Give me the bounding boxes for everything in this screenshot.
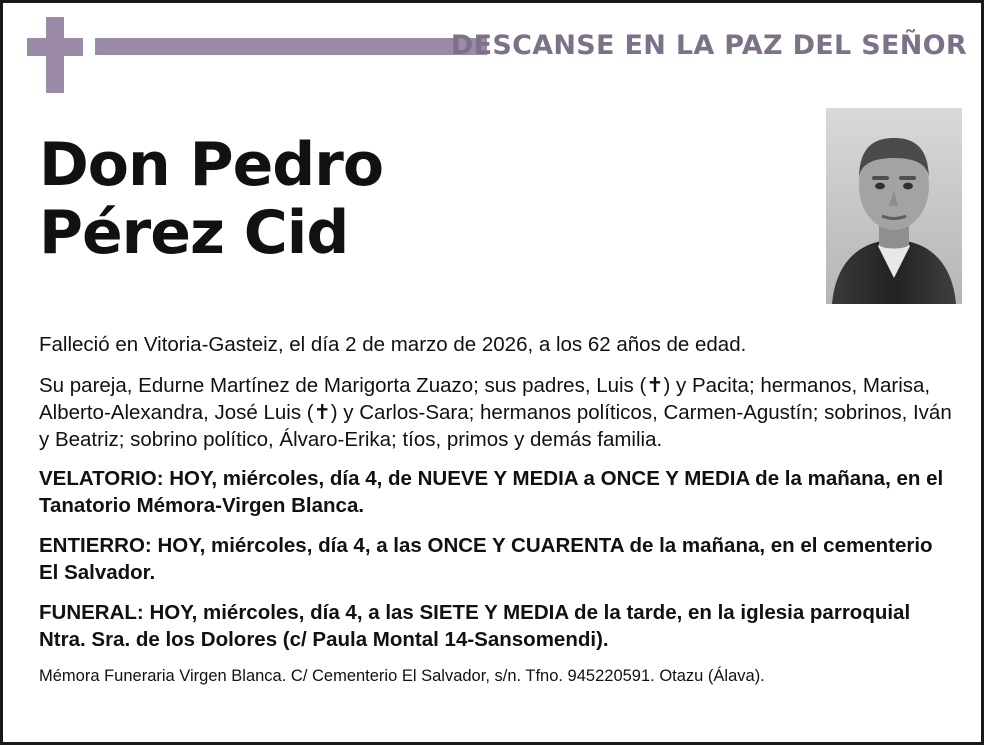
header-title: DESCANSE EN LA PAZ DEL SEÑOR (450, 30, 967, 61)
portrait-photo (826, 108, 962, 304)
obituary-body (39, 331, 955, 687)
header-rule (95, 38, 487, 55)
death-notice-text: Falleció en Vitoria-Gasteiz, el día 2 de marzo de 2026, a los 62 años de edad. (39, 333, 747, 356)
funeral-text: FUNERAL: HOY, miércoles, día 4, a las SIETE Y MEDIA de la tarde, en la iglesia parroquial Ntra. Sra. de los Dolores (c/ Paula Montal 14-Sansomendi). (39, 601, 911, 651)
cross-horizontal-bar (27, 38, 83, 56)
cross-icon (27, 17, 83, 93)
family-text: Su pareja, Edurne Martínez de Marigorta Zuazo; sus padres, Luis (✝) y Pacita; hermanos, Marisa, Alberto-Alexandra, José Luis (✝) y Carlos-Sara; hermanos políticos, Carmen-Agustín; sobrinos, Iván y Beatriz; sobrino político, Álvaro-Erika; tíos, primos y demás familia. (39, 374, 952, 451)
deceased-name-line-1: Don Pedro (39, 130, 384, 200)
deceased-name-line-2: Pérez Cid (39, 198, 349, 268)
entierro-text: ENTIERRO: HOY, miércoles, día 4, a las ONCE Y CUARENTA de la mañana, en el cementerio El Salvador. (39, 534, 933, 584)
deceased-name (39, 131, 799, 267)
header-band (3, 3, 981, 89)
portrait-photo-image (826, 108, 962, 304)
velatorio-text: VELATORIO: HOY, miércoles, día 4, de NUEVE Y MEDIA a ONCE Y MEDIA de la mañana, en el Tanatorio Mémora-Virgen Blanca. (39, 467, 944, 517)
funeraria-text: Mémora Funeraria Virgen Blanca. C/ Cementerio El Salvador, s/n. Tfno. 945220591. Otazu (Álava). (39, 667, 765, 685)
